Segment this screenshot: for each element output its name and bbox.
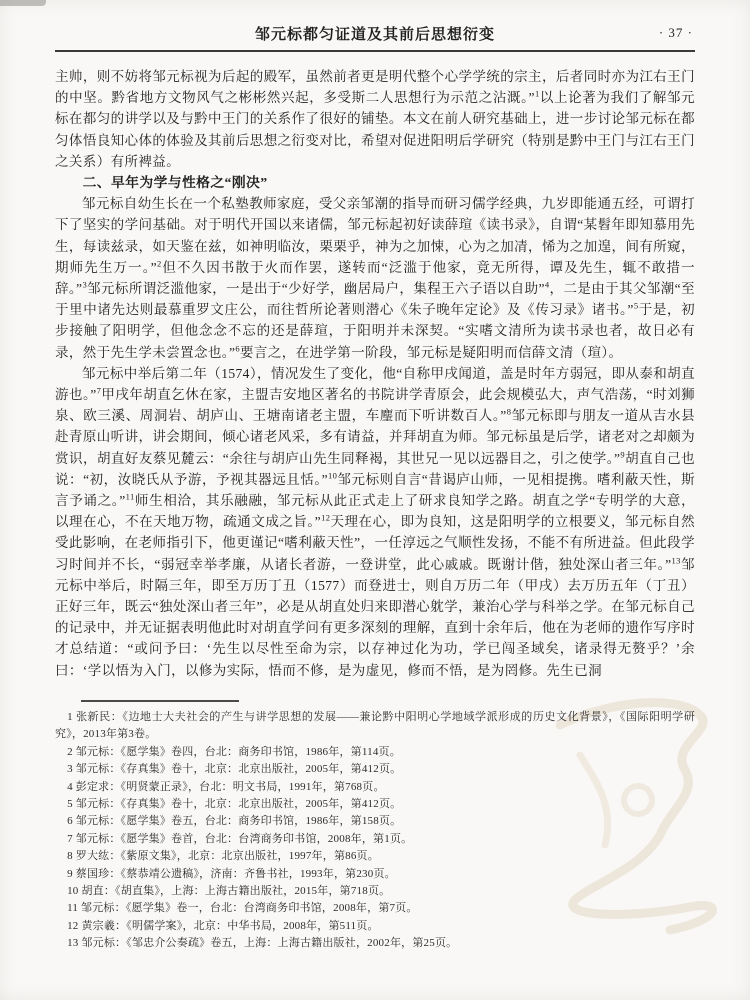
footnote-item: 12 黄宗羲：《明儒学案》，北京：中华书局，2008年，第511页。	[67, 919, 379, 932]
section-heading: 二、早年为学与性格之“刚决”	[82, 175, 268, 191]
footnote-separator	[81, 700, 239, 702]
footnote-item: 10 胡直：《胡直集》，上海：上海古籍出版社，2015年，第718页。	[67, 885, 391, 898]
paragraph-1574-change: 邹元标中举后第二年（1574），情况发生了变化，他“自称甲戌闻道，盖是时年方弱冠，即从泰和胡直游也。”$^7$甲戌年胡直乞休在家，主盟吉安地区著名的书院讲学青原会，此会规模弘大，声气浩荡，“时刘狮泉、欧三溪、周洞岩、胡庐山、王塘南诸老主盟，车麈而下听讲数百人。”$^8$邹元标即与朋友一道从吉水县赴青原山听讲，讲会期间，倾心诸老风采，多有请益，并拜胡直为师。邹元标虽是后学，诸老对之却颇为赏识，胡直好友蔡见麓云：“余往与胡庐山先生同释褐，其世兄一见以远器目之，引之使学。”$^9$胡直自己也说：“初，汝晓氏从予游，予视其器远且恬。”$^{10}$邹元标则自言“昔谒庐山师，一见相提携。嗜利蔽天性，斯言予诵之。”$^{11}$师生相洽，其乐融融，邹元标从此正式走上了研求良知学之路。胡直之学“专明学的大意，以理在心，不在天地万物，疏通文成之旨。”$^{12}$天理在心，即为良知，这是阳明学的立根要义，邹元标自然受此影响，在老师指引下，他更谨记“嗜利蔽天性”，一任淳远之气顺性发扬，不能不有所进益。但此段学习时间并不长，“弱冠幸举孝廉，从诸长者游，一登讲堂，此心戚戚。既谢计偕，独处深山者三年。”$^{13}$邹元标中举后，时隔三年，即至万历丁丑（1577）而登进士，则自万历二年（甲戌）去万历五年（丁丑）正好三年，既云“独处深山者三年”，必是从胡直处归来即潜心躭学，兼治心学与科举之学。在邹元标自己的记录中，并无证据表明他此时对胡直学问有更多深刻的理解，直到十余年后，他在为老师的遗作写序时才总结道：“或问予曰：‘先生以尽性至命为宗，以存神过化为功，学已闯圣域矣，诸录得无赘乎？’余曰：‘学以悟为入门，以修为实际，悟而不修，是为虚见，修而不悟，是为罔修。先生已洞	[55, 365, 696, 678]
page-title: 邹元标都匀证道及其前后思想衍变	[254, 27, 495, 43]
paragraph-early-study: 邹元标自幼生长在一个私塾教师家庭，受父亲邹潮的指导而研习儒学经典，九岁即能通五经，可谓打下了坚实的学问基础。对于明代开国以来诸儒，邹元标起初好读薛瑄《读书录》，自谓“某髫年即知慕用先生，每读兹录，如天鉴在兹，如神明临汝，栗栗乎，神为之加悚，心为之加凊，悕为之加遑，间有所窥，期师先生万一。”$^2$但不久因书散于火而作罢，遂转而“泛滥于他家，竟无所得，谭及先生，辄不敢措一辞。”$^3$邹元标所谓泛滥他家，一是出于“少好学，幽居局户，集程王六子语以自助”$^4$，二是由于其父邹潮“至于里中诸先达则最慕重罗文庄公，而往哲所论著则潜心《朱子晚年定论》及《传习录》诸书。”$^5$于是，初步接触了阳明学，但他念念不忘的还是薛瑄，于阳明并未深契。“实嗜文清所为读书录也者，故日必有录，然于先生学未尝置念也。”$^6$要言之，在进学第一阶段，邹元标是疑阳明而信薛文清（瑄）。	[55, 196, 695, 360]
paragraph-continuation: 主帅，则不妨将邹元标视为后起的殿军，虽然前者更是明代整个心学学统的宗主，后者同时亦为江右王门的中坚。黔省地方文物风气之彬彬然兴起，多受斯二人思想行为示范之沾溉。”$^1$以上论著为我们了解邹元标在都匀的讲学以及与黔中王门的关系作了很好的铺垫。本文在前人研究基础上，进一步讨论邹元标在都匀体悟良知心体的体验及其前后思想之衍变对比，希望对促进阳明后学研究（特别是黔中王门与江右王门之关系）有所裨益。	[55, 69, 695, 169]
page-content	[55, 20, 695, 681]
footnote-item: 2 邹元标：《愿学集》卷四，台北：商务印书馆，1986年，第114页。	[67, 745, 401, 758]
footnote-item: 11 邹元标：《愿学集》卷一，台北：台湾商务印书馆，2008年，第7页。	[67, 902, 418, 915]
footnote-item: 7 邹元标：《愿学集》卷首，台北：台湾商务印书馆，2008年，第1页。	[67, 832, 413, 845]
footnote-item: 3 邹元标：《存真集》卷十，北京：北京出版社，2005年，第412页。	[67, 763, 402, 776]
footnote-item: 4 彭定求：《明贤蒙正录》，台北：明文书局，1991年，第768页。	[67, 780, 385, 793]
footnote-item: 9 蔡国珍：《蔡恭靖公遗稿》，济南：齐鲁书社，1993年，第230页。	[67, 867, 396, 880]
footnote-block	[55, 700, 695, 953]
footnote-item: 5 邹元标：《存真集》卷十，北京：北京出版社，2005年，第412页。	[67, 798, 402, 811]
footnote-item: 1 张新民：《边地士大夫社会的产生与讲学思想的发展——兼论黔中阳明心学地域学派形成的历史文化背景》，《国际阳明学研究》，2013年第3卷。	[55, 711, 695, 741]
scan-artifact	[0, 0, 46, 6]
footnotes	[55, 709, 695, 953]
footnote-item: 6 邹元标：《愿学集》卷五，台北：商务印书馆，1986年，第158页。	[67, 815, 402, 828]
footnote-item: 8 罗大纮：《紫原文集》，北京：北京出版社，1997年，第86页。	[67, 850, 379, 863]
footnote-item: 13 邹元标：《邹忠介公奏疏》卷五，上海：上海古籍出版社，2002年，第25页。	[67, 937, 458, 950]
body-text	[55, 66, 695, 681]
page-number: · 37 ·	[658, 25, 693, 40]
header-rule	[55, 50, 695, 52]
page-header	[55, 20, 695, 46]
